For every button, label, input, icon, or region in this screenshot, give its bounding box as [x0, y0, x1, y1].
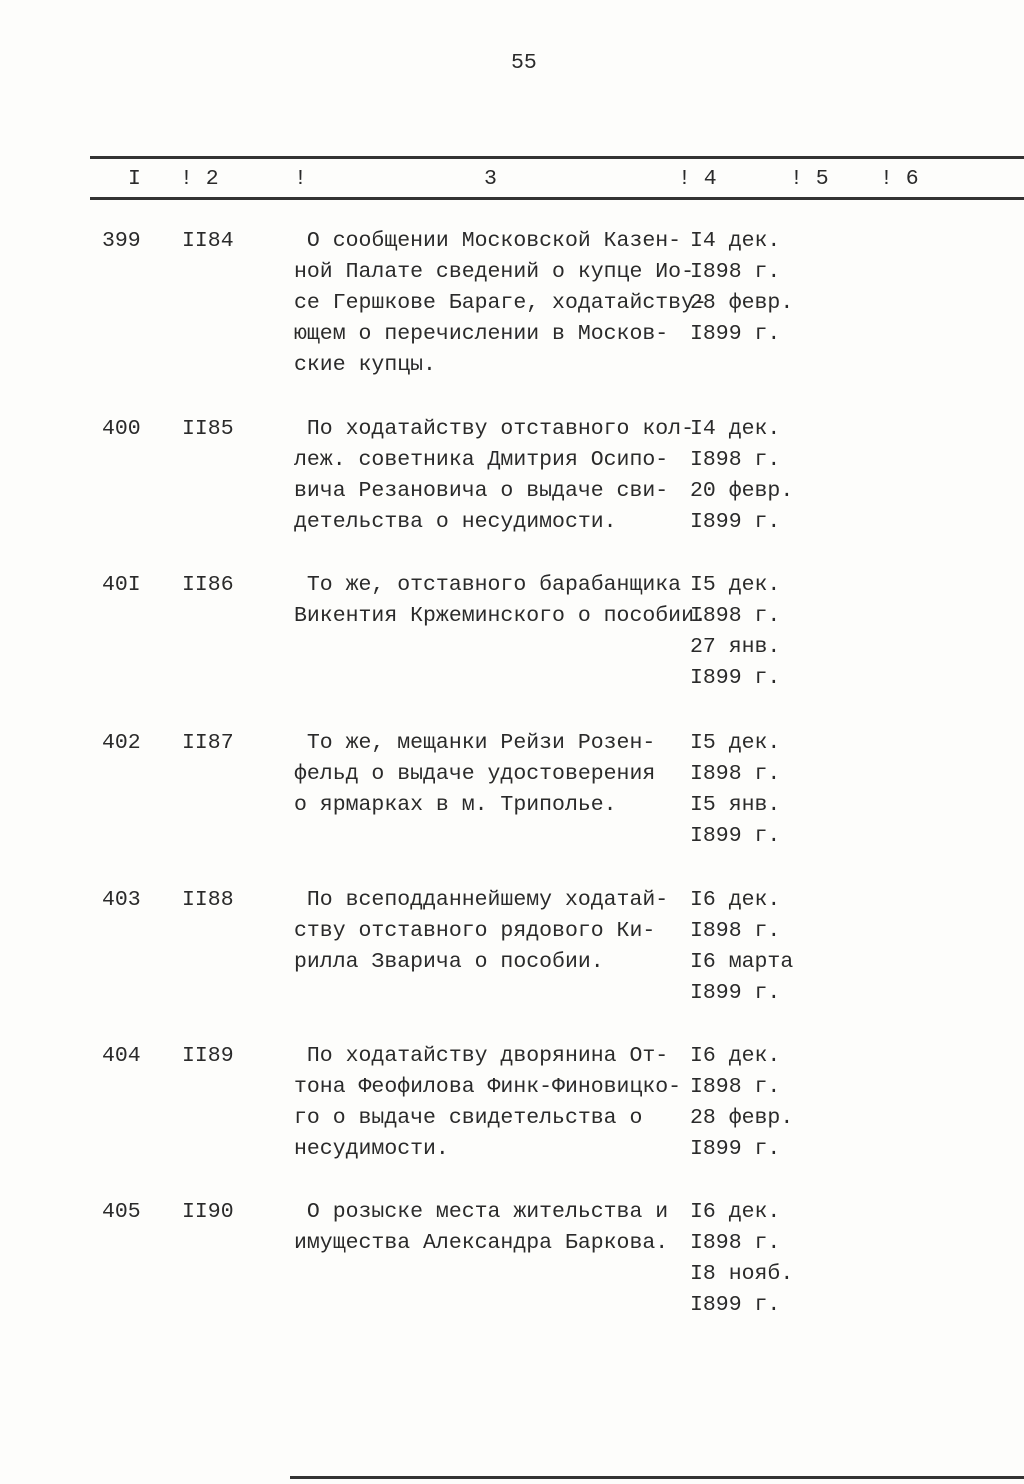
- file-number: II88: [182, 888, 234, 912]
- entry-dates: [690, 1197, 793, 1321]
- description-line: ющем о перечислении в Москов-: [294, 322, 669, 346]
- date-line: 28 февр.: [690, 291, 794, 315]
- date-line: I4 дек.: [690, 229, 781, 253]
- entry-description: [294, 728, 655, 821]
- file-number: II89: [182, 1044, 234, 1068]
- description-line: го о выдаче свидетельства о: [294, 1106, 643, 1130]
- date-line: I898 г.: [690, 1075, 781, 1099]
- description-line: Викентия Кржеминского о пособии.: [294, 604, 707, 628]
- entry-number: 402: [102, 731, 141, 755]
- entry-dates: [690, 728, 780, 852]
- description-line: То же, отставного барабанщика: [294, 573, 682, 597]
- entry-number: 403: [102, 888, 141, 912]
- description-line: леж. советника Дмитрия Осипо-: [294, 448, 669, 472]
- entry-number: 399: [102, 229, 141, 253]
- entry-description: [294, 1197, 668, 1259]
- header-col-3: 3: [484, 167, 497, 191]
- date-line: I5 янв.: [690, 793, 781, 817]
- entry-description: [294, 414, 694, 538]
- date-line: I8 нояб.: [690, 1262, 794, 1286]
- date-line: I898 г.: [690, 604, 781, 628]
- entry-dates: [690, 226, 793, 350]
- date-line: I6 марта: [690, 950, 794, 974]
- date-line: I899 г.: [690, 981, 781, 1005]
- entry-description: [294, 885, 668, 978]
- header-col-6: ! 6: [880, 167, 919, 191]
- file-number: II86: [182, 573, 234, 597]
- entry-number: 40I: [102, 573, 141, 597]
- description-line: се Гершкове Бараге, ходатайству-: [294, 291, 707, 315]
- date-line: I6 дек.: [690, 1044, 781, 1068]
- date-line: I898 г.: [690, 260, 781, 284]
- date-line: I899 г.: [690, 1137, 781, 1161]
- date-line: I5 дек.: [690, 573, 781, 597]
- date-line: I899 г.: [690, 510, 781, 534]
- date-line: I898 г.: [690, 762, 781, 786]
- description-line: По ходатайству отставного кол-: [294, 417, 694, 441]
- description-line: рилла Зварича о пособии.: [294, 950, 604, 974]
- date-line: 28 февр.: [690, 1106, 794, 1130]
- date-line: I899 г.: [690, 1293, 781, 1317]
- description-line: фельд о выдаче удостоверения: [294, 762, 656, 786]
- date-line: I6 дек.: [690, 1200, 781, 1224]
- entry-number: 405: [102, 1200, 141, 1224]
- date-line: I898 г.: [690, 919, 781, 943]
- entry-number: 400: [102, 417, 141, 441]
- file-number: II85: [182, 417, 234, 441]
- description-line: По ходатайству дворянина От-: [294, 1044, 669, 1068]
- entry-dates: [690, 414, 793, 538]
- header-col-2: ! 2: [180, 167, 219, 191]
- entry-number: 404: [102, 1044, 141, 1068]
- description-line: тона Феофилова Финк-Финовицко-: [294, 1075, 682, 1099]
- date-line: I5 дек.: [690, 731, 781, 755]
- description-line: О сообщении Московской Казен-: [294, 229, 682, 253]
- description-line: ной Палате сведений о купце Ио-: [294, 260, 694, 284]
- entry-dates: [690, 885, 793, 1009]
- file-number: II84: [182, 229, 234, 253]
- description-line: несудимости.: [294, 1137, 449, 1161]
- header-col-5: ! 5: [790, 167, 829, 191]
- description-line: О розыске места жительства и: [294, 1200, 669, 1224]
- date-line: I899 г.: [690, 322, 781, 346]
- bottom-rule: [290, 1476, 1024, 1479]
- description-line: ству отставного рядового Ки-: [294, 919, 656, 943]
- entry-description: [294, 1041, 681, 1165]
- header-col-4: ! 4: [678, 167, 717, 191]
- description-line: То же, мещанки Рейзи Розен-: [294, 731, 656, 755]
- description-line: По всеподданнейшему ходатай-: [294, 888, 669, 912]
- date-line: I899 г.: [690, 666, 781, 690]
- date-line: I898 г.: [690, 1231, 781, 1255]
- header-bottom-rule: [90, 197, 1024, 200]
- entry-dates: [690, 1041, 793, 1165]
- date-line: 27 янв.: [690, 635, 781, 659]
- entry-description: [294, 226, 707, 381]
- description-line: имущества Александра Баркова.: [294, 1231, 669, 1255]
- date-line: I898 г.: [690, 448, 781, 472]
- description-line: ские купцы.: [294, 353, 436, 377]
- file-number: II87: [182, 731, 234, 755]
- date-line: I4 дек.: [690, 417, 781, 441]
- header-col-3-sep: !: [294, 167, 307, 191]
- description-line: вича Резановича о выдаче сви-: [294, 479, 669, 503]
- description-line: о ярмарках в м. Триполье.: [294, 793, 617, 817]
- entry-dates: [690, 570, 780, 694]
- entry-description: [294, 570, 707, 632]
- page-number: 55: [511, 51, 537, 75]
- description-line: детельства о несудимости.: [294, 510, 617, 534]
- file-number: II90: [182, 1200, 234, 1224]
- header-top-rule: [90, 156, 1024, 159]
- date-line: I6 дек.: [690, 888, 781, 912]
- date-line: 20 февр.: [690, 479, 794, 503]
- header-col-1: I: [128, 167, 141, 191]
- date-line: I899 г.: [690, 824, 781, 848]
